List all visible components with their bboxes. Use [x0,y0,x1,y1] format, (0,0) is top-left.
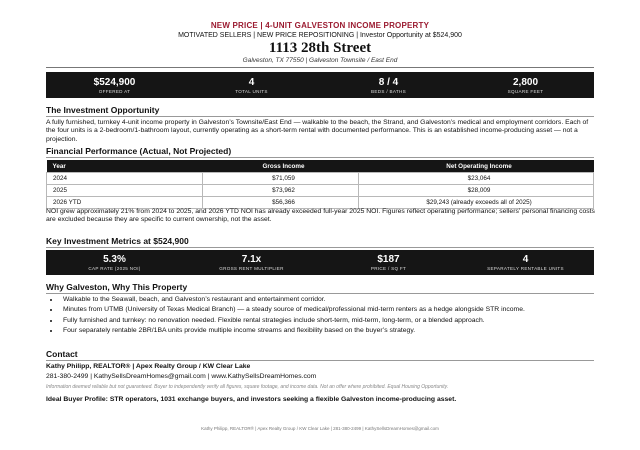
column-header-noi: Net Operating Income [359,160,594,173]
section-divider [46,157,594,158]
metric-value: 7.1x [241,254,262,265]
metric-label: SEPARATELY RENTABLE UNITS [487,266,564,271]
section-divider [46,247,594,248]
stat-label: OFFERED AT [98,88,131,94]
stat-value: 8 / 4 [378,76,399,88]
metrics-heading: Key Investment Metrics at $524,900 [46,236,189,246]
table-cell: $71,059 [203,173,359,185]
metric-cap-rate [46,254,183,271]
section-divider [46,360,594,361]
metrics-bar [46,250,594,275]
stat-label: SQUARE FEET [507,88,544,94]
table-cell: 2026 YTD [47,197,203,209]
table-cell: 2025 [47,185,203,197]
stat-units [183,77,320,94]
table-cell: $73,962 [203,185,359,197]
property-address: 1113 28th Street [268,40,372,56]
financial-note: NOI grew approximately 21% from 2024 to 2025, and 2026 YTD NOI has already exceeded full-year 2025 NOI. Figures reflect operating performance; sellers’ personal financing costs are excluded because they are specific to current ownership, not the asset. [46,208,595,224]
why-bullet-list [46,296,608,337]
list-item: • Minutes from UTMB (University of Texas Medical Branch) — a steady source of medical/professional mid-term renters as a hedge alongside STR income. [60,306,608,314]
disclaimer-text: Information deemed reliable but not guaranteed. Buyer to independently verify all figures, square footage, and income data. Not an offer where prohibited. Equal Housing Opportunity. [46,384,449,390]
table-cell: $23,064 [359,173,594,185]
list-item: • Four separately rentable 2BR/1BA units provide multiple income streams and flexibility based on the buyer’s strategy. [60,327,608,335]
table-cell: $28,009 [359,185,594,197]
table-cell: $29,243 (already exceeds all of 2025) [359,197,594,209]
stats-bar [46,72,594,98]
property-location: Galveston, TX 77550 | Galveston Townsite / East End [242,57,398,64]
contact-heading: Contact [46,349,78,359]
table-cell: 2024 [47,173,203,185]
ideal-buyer-line: Ideal Buyer Profile: STR operators, 1031 exchange buyers, and investors seeking a flexible Galveston income-producing asset. [46,396,457,403]
stat-value: $524,900 [93,76,136,88]
table-row [47,173,594,185]
why-heading: Why Galveston, Why This Property [46,282,188,292]
metric-label: CAP RATE (2025 NOI) [88,266,141,271]
stat-value: 2,800 [512,76,539,88]
metric-value: $187 [377,254,400,265]
headline-banner: NEW PRICE | 4-UNIT GALVESTON INCOME PROPERTY [210,21,430,30]
header-divider [46,67,594,68]
stat-price [46,77,183,94]
table-row [47,185,594,197]
investment-heading: The Investment Opportunity [46,105,160,115]
stat-square-feet [457,77,594,94]
page-footer: Kathy Philipp, REALTOR® | Apex Realty Group / KW Clear Lake | 281-380-2499 | KathySellsDreamHomes@gmail.com [201,426,439,431]
metric-value: 4 [522,254,529,265]
metric-label: GROSS RENT MULTIPLIER [219,266,284,271]
column-header-gross-income: Gross Income [203,160,359,173]
metric-units [457,254,594,271]
metric-price-per-sqft [320,254,457,271]
financial-table [46,160,594,209]
subheadline: MOTIVATED SELLERS | NEW PRICE REPOSITIONING | Investor Opportunity at $524,900 [178,32,462,39]
contact-info-line: 281-380-2499 | KathySellsDreamHomes@gmail.com | www.KathySellsDreamHomes.com [46,373,317,380]
stat-beds-baths [320,77,457,94]
list-item: • Walkable to the Seawall, beach, and Galveston’s restaurant and entertainment corridor. [60,296,608,304]
column-header-year: Year [47,160,203,173]
stat-value: 4 [248,76,255,88]
metric-grm [183,254,320,271]
stat-label: BEDS / BATHS [371,88,406,94]
section-divider [46,116,594,117]
table-header-row [47,160,594,173]
table-row [47,197,594,209]
contact-agent-line: Kathy Philipp, REALTOR® | Apex Realty Group / KW Clear Lake [46,363,251,370]
metric-value: 5.3% [103,254,126,265]
table-cell: $56,366 [203,197,359,209]
stat-label: TOTAL UNITS [235,88,268,94]
metric-label: PRICE / SQ FT [370,266,407,271]
section-divider [46,293,594,294]
list-item: • Fully furnished and turnkey: no renovation needed. Flexible rental strategies include short-term, mid-term, long-term, or a blended approach. [60,317,608,325]
investment-text: A fully furnished, turnkey 4-unit income property in Galveston’s Townsite/East End — walkable to the beach, the Strand, and Galveston’s medical and employment corridors. Each of the four units is a 2-bedroom/1-bathroom layout, currently operating as a short-term rental with documented performance. This is an established income-producing asset — not a projection. [46,119,589,143]
financial-heading: Financial Performance (Actual, Not Projected) [46,146,232,156]
